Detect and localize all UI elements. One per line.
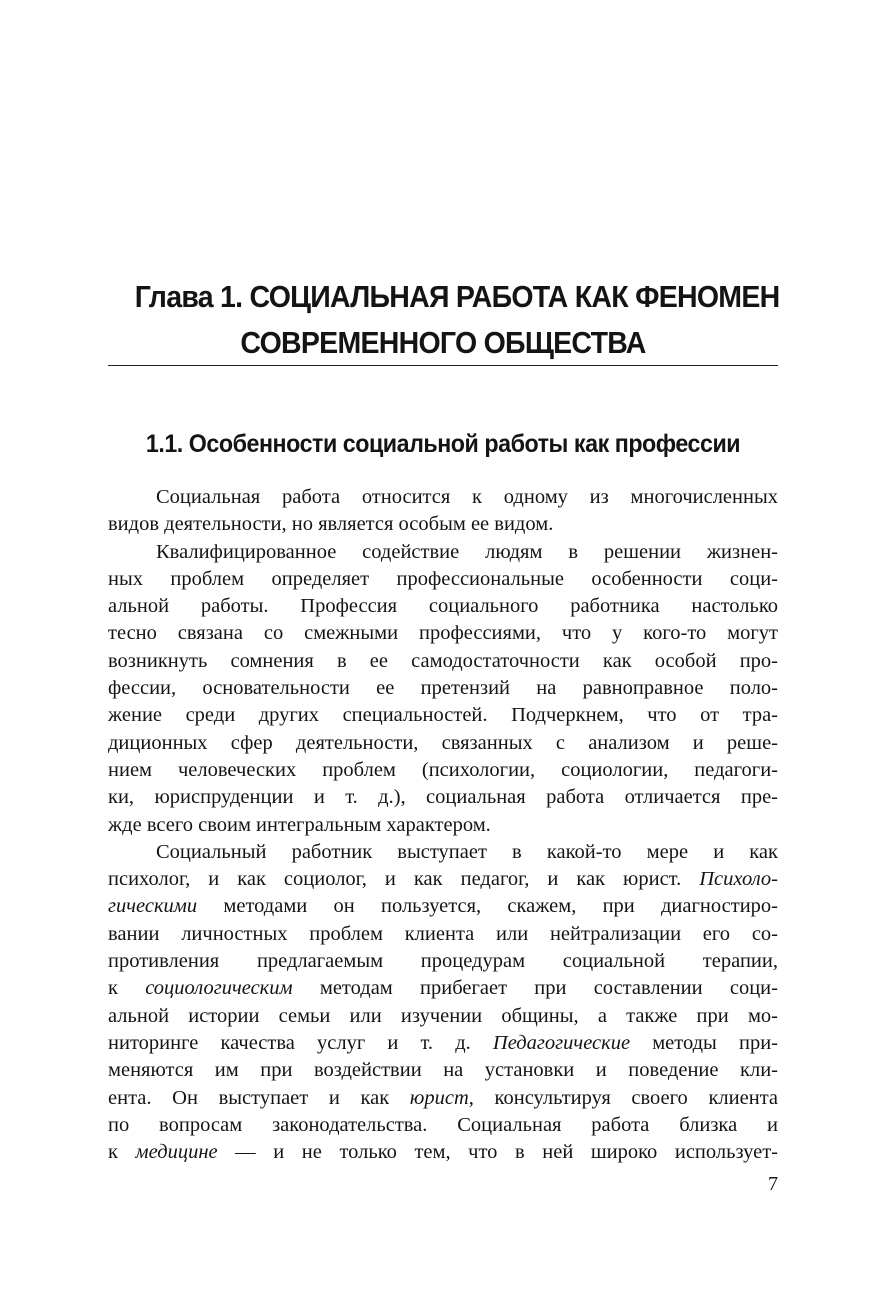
body-text [108,484,778,1166]
text-line: по вопросам законодательства. Социальная работа близка и [108,1113,778,1136]
text-line: фессии, основательности ее претензий на равноправное поло- [108,677,778,700]
text-line: диционных сфер деятельности, связанных с анализом и реше- [108,731,778,754]
text-line: к медицине — и не только тем, что в ней широко использует- [108,1141,778,1164]
text-line: гическими методами он пользуется, скажем, при диагностиро- [108,895,778,918]
text-line: Социальный работник выступает в какой-то мере и как [156,840,778,863]
text-line: Социальная работа относится к одному из многочисленных [156,486,778,508]
text-line: тесно связана со смежными профессиями, что у кого-то могут [108,622,778,645]
emphasis-term: Педагогические [492,1031,631,1054]
text-line: ента. Он выступает и как юрист, консультируя своего клиента [108,1086,778,1109]
text-line: жде всего своим интегральным характером. [108,813,491,836]
chapter-divider [108,365,778,366]
emphasis-term: юрист [409,1086,469,1109]
emphasis-term: Психоло- [699,868,778,891]
text-line: противления предлагаемым процедурам социальной терапии, [108,950,778,973]
emphasis-term: гическими [108,895,198,918]
text-line: жение среди других специальностей. Подчеркнем, что от тра- [108,704,778,727]
chapter-title-line-1: Глава 1. СОЦИАЛЬНАЯ РАБОТА КАК ФЕНОМЕН [134,279,780,314]
chapter-title-line-2: СОВРЕМЕННОГО ОБЩЕСТВА [240,325,646,360]
text-line: психолог, и как социолог, и как педагог, и как юрист. Психоло- [108,868,778,891]
text-line: меняются им при воздействии на установки и поведение кли- [108,1059,778,1082]
text-line: альной работы. Профессия социального работника настолько [108,595,778,618]
text-line: к социологическим методам прибегает при составлении соци- [108,977,778,1000]
text-line: возникнуть сомнения в ее самодостаточности как особой про- [108,649,778,672]
text-line: вании личностных проблем клиента или нейтрализации его со- [108,922,778,945]
text-line: Квалифицированное содействие людям в решении жизнен- [156,540,778,563]
text-line: ки, юриспруденции и т. д.), социальная работа отличается пре- [108,786,778,809]
section-title: 1.1. Особенности социальной работы как профессии [145,430,741,458]
page-number: 7 [768,1173,778,1195]
chapter-title [134,274,780,366]
text-line: нием человеческих проблем (психологии, социологии, педагоги- [108,758,778,781]
text-line: видов деятельности, но является особым ее видом. [108,513,554,536]
emphasis-term: медицине [135,1141,218,1164]
text-line: ниторинге качества услуг и т. д. Педагогические методы при- [108,1031,778,1054]
text-line: альной истории семьи или изучении общины, а также при мо- [108,1004,778,1027]
text-line: ных проблем определяет профессиональные особенности соци- [108,567,778,590]
emphasis-term: социологическим [145,977,293,1000]
